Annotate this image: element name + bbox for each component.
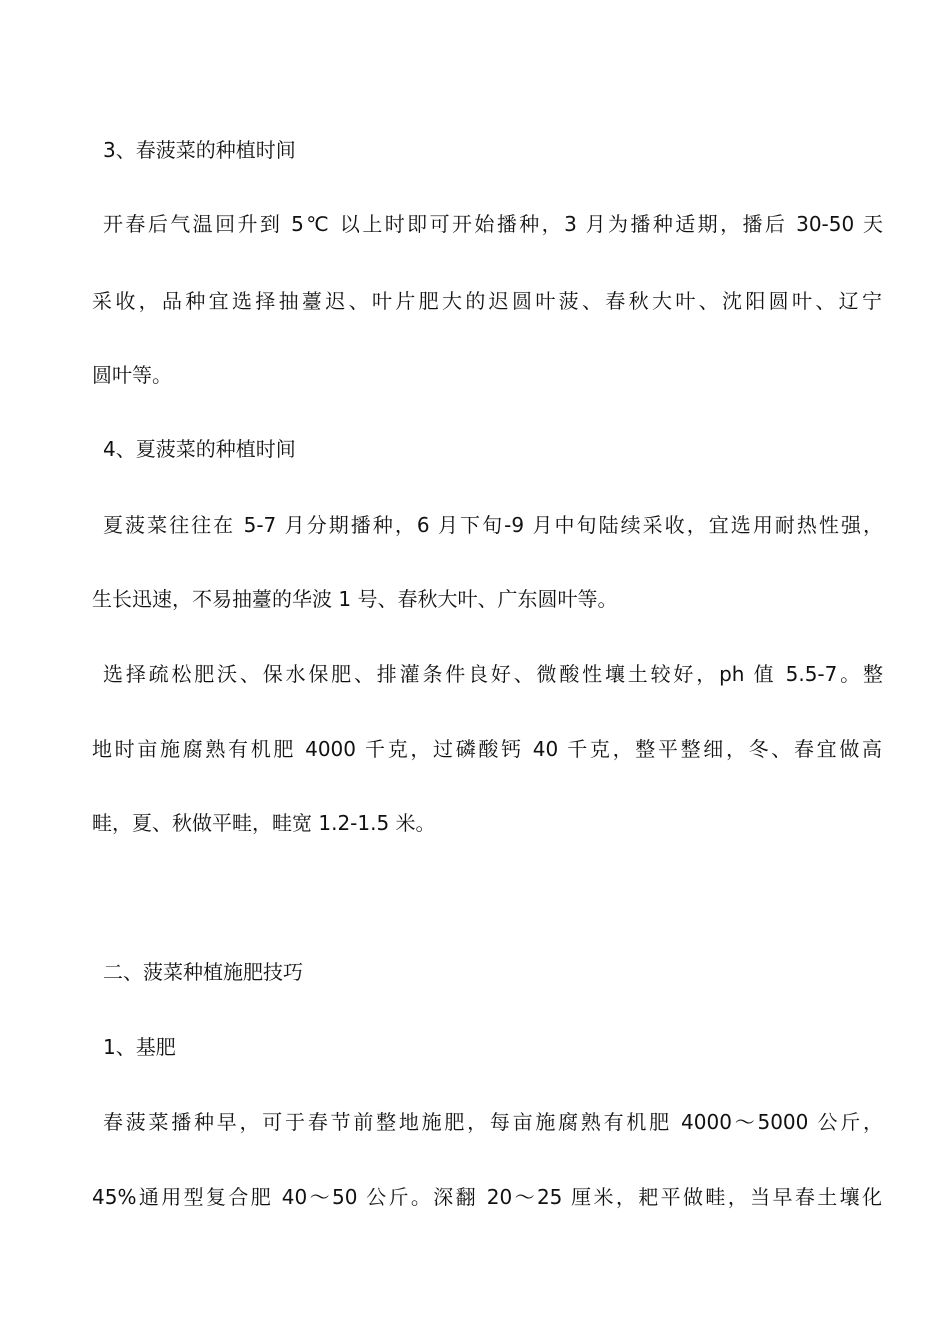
paragraph-line: 圆叶等。 (92, 363, 172, 387)
paragraph-line: 生长迅速，不易抽薹的华波 1 号、春秋大叶、广东圆叶等。 (92, 587, 618, 611)
section-heading-summer-spinach: 4、夏菠菜的种植时间 (103, 437, 296, 461)
paragraph-line: 开春后气温回升到 5℃ 以上时即可开始播种，3 月为播种适期，播后 30-50 天 (103, 212, 883, 236)
subsection-heading-base-fertilizer: 1、基肥 (103, 1035, 176, 1059)
paragraph-line: 采收，品种宜选择抽薹迟、叶片肥大的迟圆叶菠、春秋大叶、沈阳圆叶、辽宁 (92, 289, 882, 313)
paragraph-line: 地时亩施腐熟有机肥 4000 千克，过磷酸钙 40 千克，整平整细，冬、春宜做高 (92, 737, 882, 761)
chapter-heading-fertilizing: 二、菠菜种植施肥技巧 (103, 960, 303, 984)
paragraph-line: 选择疏松肥沃、保水保肥、排灌条件良好、微酸性壤土较好，ph 值 5.5-7。整 (103, 662, 883, 686)
paragraph-line: 夏菠菜往往在 5-7 月分期播种，6 月下旬-9 月中旬陆续采收，宜选用耐热性强， (103, 513, 883, 537)
paragraph-line: 畦，夏、秋做平畦，畦宽 1.2-1.5 米。 (92, 811, 436, 835)
paragraph-line: 45%通用型复合肥 40～50 公斤。深翻 20～25 厘米，耙平做畦，当早春土壤化 (92, 1185, 882, 1209)
section-heading-spring-spinach: 3、春菠菜的种植时间 (103, 138, 296, 162)
paragraph-line: 春菠菜播种早，可于春节前整地施肥，每亩施腐熟有机肥 4000～5000 公斤， (103, 1110, 883, 1134)
